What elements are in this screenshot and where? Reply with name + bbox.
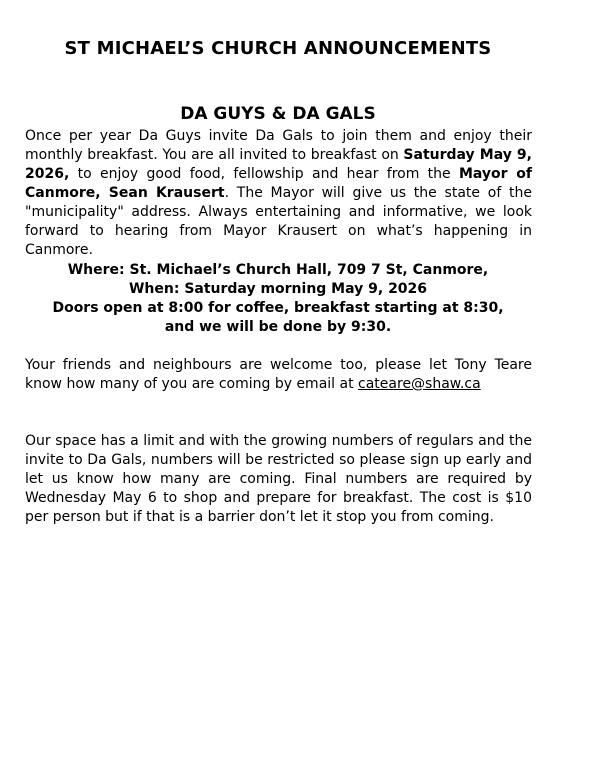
intro-text-3: . The Mayor will give us the state of the "municipality" address. Always entertaining and informative, we look forward to hearing from Mayor Krausert on what’s happening in Canmore. bbox=[25, 185, 532, 258]
details-when: When: Saturday morning May 9, 2026 bbox=[128, 281, 428, 297]
details-doors: Doors open at 8:00 for coffee, breakfast starting at 8:30, bbox=[52, 300, 504, 316]
page-title: ST MICHAEL’S CHURCH ANNOUNCEMENTS bbox=[64, 38, 492, 59]
friends-text: Your friends and neighbours are welcome too, please let Tony Teare know how many of you are coming by email at bbox=[25, 357, 532, 392]
section-title: DA GUYS & DA GALS bbox=[180, 104, 376, 124]
details-where: Where: St. Michael’s Church Hall, 709 7 St, Canmore, bbox=[67, 262, 489, 278]
space-limit-paragraph: Our space has a limit and with the growing numbers of regulars and the invite to Da Gals, numbers will be restricted so please sign up early and let us know how many are coming. Final numbers are required by Wednesday May 6 to shop and prepare for breakfast. The cost is $10 per person but if that is a barrier don’t let it stop you from coming. bbox=[25, 433, 532, 525]
details-done: and we will be done by 9:30. bbox=[164, 319, 392, 335]
event-details bbox=[0, 261, 556, 337]
intro-paragraph bbox=[25, 127, 532, 260]
event-date-bold: Saturday May 9, 2026, bbox=[25, 147, 532, 182]
mayor-name-bold: Mayor of Canmore, Sean Krausert bbox=[25, 166, 532, 201]
intro-text-1: Once per year Da Guys invite Da Gals to join them and enjoy their monthly breakfast. You are all invited to breakfast on bbox=[25, 128, 532, 163]
friends-paragraph bbox=[25, 356, 532, 394]
email-link[interactable]: cateare@shaw.ca bbox=[358, 376, 481, 392]
intro-text-2: to enjoy good food, fellowship and hear from the bbox=[69, 166, 459, 182]
